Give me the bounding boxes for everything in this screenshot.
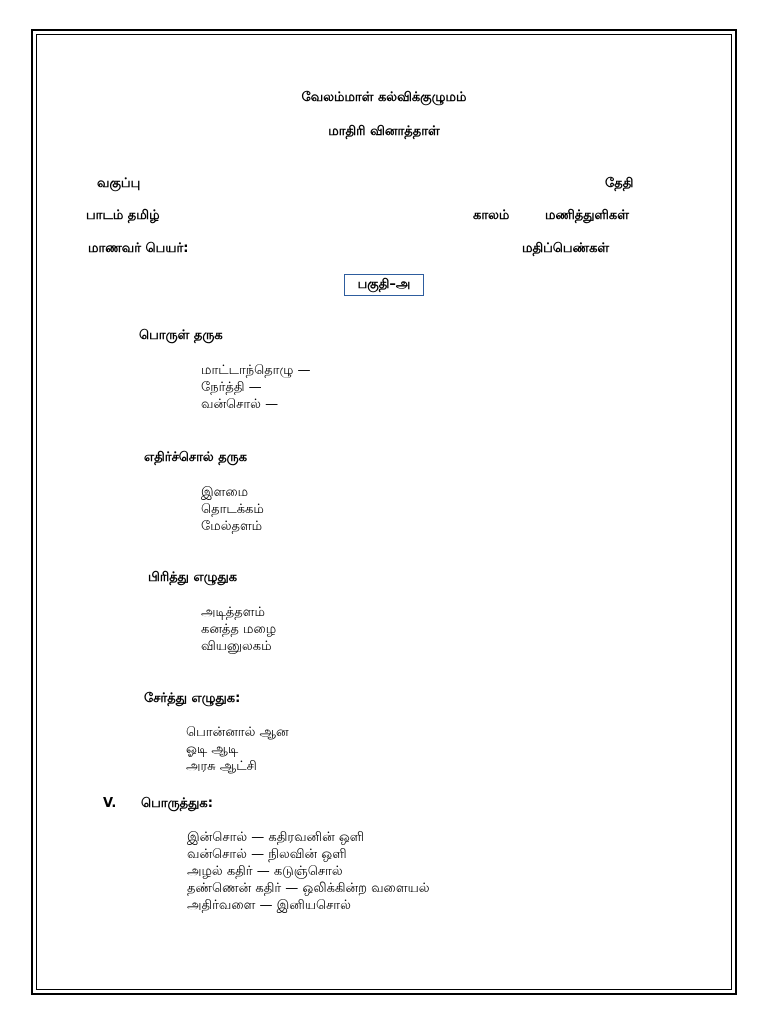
list-item: அதிர்வளை — இனியசொல் <box>187 898 351 913</box>
marks-label: மதிப்பெண்கள் <box>522 241 610 256</box>
section-heading-match: பொருத்துக: <box>141 796 213 811</box>
date-label: தேதி <box>605 176 634 191</box>
list-item: கனத்த மழை <box>201 622 277 637</box>
section-heading-meaning: பொருள் தருக <box>139 328 223 343</box>
list-item: தண்ணென் கதிர் — ஒலிக்கின்ற வளையல் <box>187 881 430 896</box>
section-heading-split: பிரித்து எழுதுக <box>148 570 238 585</box>
list-item: இன்சொல் — கதிரவனின் ஒளி <box>187 830 365 845</box>
meaning-list <box>201 362 310 413</box>
section-heading-antonym: எதிர்ச்சொல் தருக <box>144 450 248 465</box>
class-label: வகுப்பு <box>97 176 141 191</box>
list-item: மாட்டாந்தொழு — <box>201 363 311 378</box>
antonym-list <box>201 484 264 535</box>
list-item: மேல்தளம் <box>201 519 263 534</box>
time-label: காலம் <box>473 208 510 223</box>
list-item: நேர்த்தி — <box>201 380 262 395</box>
match-list <box>187 829 430 914</box>
section-number: V. <box>103 796 117 811</box>
section-title: பகுதி–அ <box>344 274 424 296</box>
list-item: தொடக்கம் <box>201 502 264 517</box>
list-item: வன்சொல் — நிலவின் ஒளி <box>187 847 347 862</box>
paper-type: மாதிரி வினாத்தாள் <box>328 124 440 139</box>
student-name-label: மாணவர் பெயர்: <box>88 241 189 256</box>
list-item: வன்சொல் — <box>201 397 279 412</box>
school-name: வேலம்மாள் கல்விக்குழுமம் <box>301 90 467 105</box>
join-list <box>186 724 289 775</box>
list-item: வியனுலகம் <box>201 639 272 654</box>
list-item: ஓடி ஆடி <box>186 742 239 757</box>
duration-label: மணித்துளிகள் <box>545 208 629 223</box>
list-item: அடித்தளம் <box>201 605 265 620</box>
list-item: அழல் கதிர் — கடுஞ்சொல் <box>187 864 343 879</box>
split-list <box>201 604 276 655</box>
list-item: அரசு ஆட்சி <box>186 759 257 774</box>
subject-label: பாடம் தமிழ் <box>86 208 160 223</box>
list-item: இளமை <box>201 485 249 500</box>
list-item: பொன்னால் ஆன <box>186 725 289 740</box>
section-heading-join: சேர்த்து எழுதுக: <box>144 691 241 706</box>
